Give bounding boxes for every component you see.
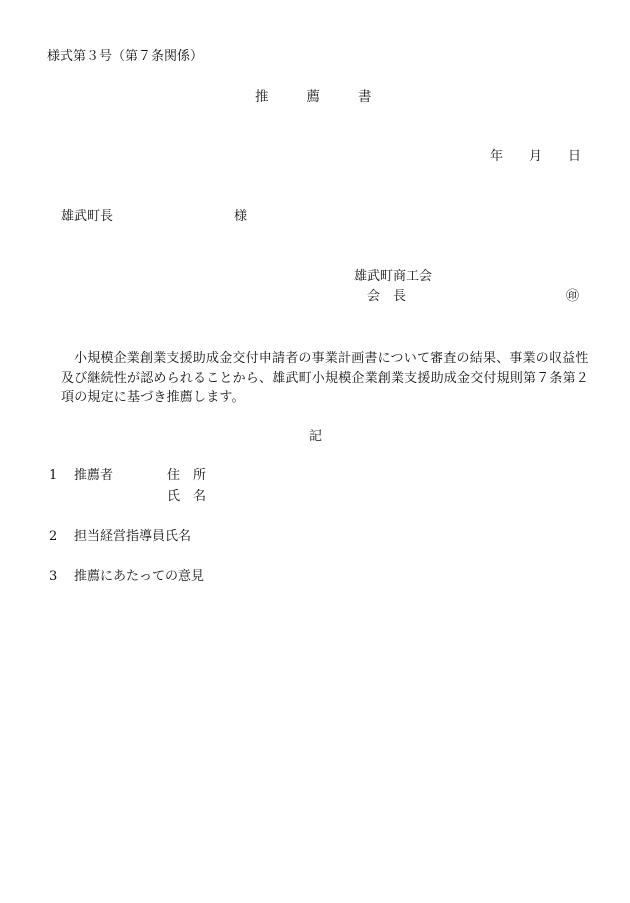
addressee-honorific: 様	[234, 209, 248, 224]
form-number: 様式第３号（第７条関係）	[47, 49, 204, 64]
title-char: 書	[358, 89, 372, 105]
item-label-opinion: 推薦にあたっての意見	[74, 569, 205, 584]
title-char: 推	[255, 89, 269, 105]
document-title	[255, 91, 372, 105]
item-label-instructor: 担当経営指導員氏名	[74, 529, 192, 544]
ki-heading: 記	[309, 429, 323, 444]
field-label-address: 住 所	[167, 468, 207, 483]
item-number: 2	[49, 529, 58, 544]
seal-mark: ㊞	[566, 289, 580, 304]
item-number: 1	[49, 468, 58, 483]
year-label: 年	[490, 149, 504, 164]
addressee-name: 雄武町長	[61, 209, 114, 224]
sender-organization: 雄武町商工会	[354, 269, 433, 284]
item-number: 3	[49, 569, 58, 584]
body-paragraph: 小規模企業創業支援助成金交付申請者の事業計画書について審査の結果、事業の収益性及び継続性が認められることから、雄武町小規模企業創業支援助成金交付規則第７条第２項の規定に基づき推薦します。	[61, 351, 590, 405]
item-label-recommender: 推薦者	[74, 468, 114, 483]
field-label-name: 氏 名	[167, 489, 207, 504]
sender-title: 会 長	[367, 289, 407, 304]
day-label: 日	[568, 149, 582, 164]
title-char: 薦	[306, 89, 320, 105]
month-label: 月	[529, 149, 543, 164]
date-line	[490, 150, 581, 163]
